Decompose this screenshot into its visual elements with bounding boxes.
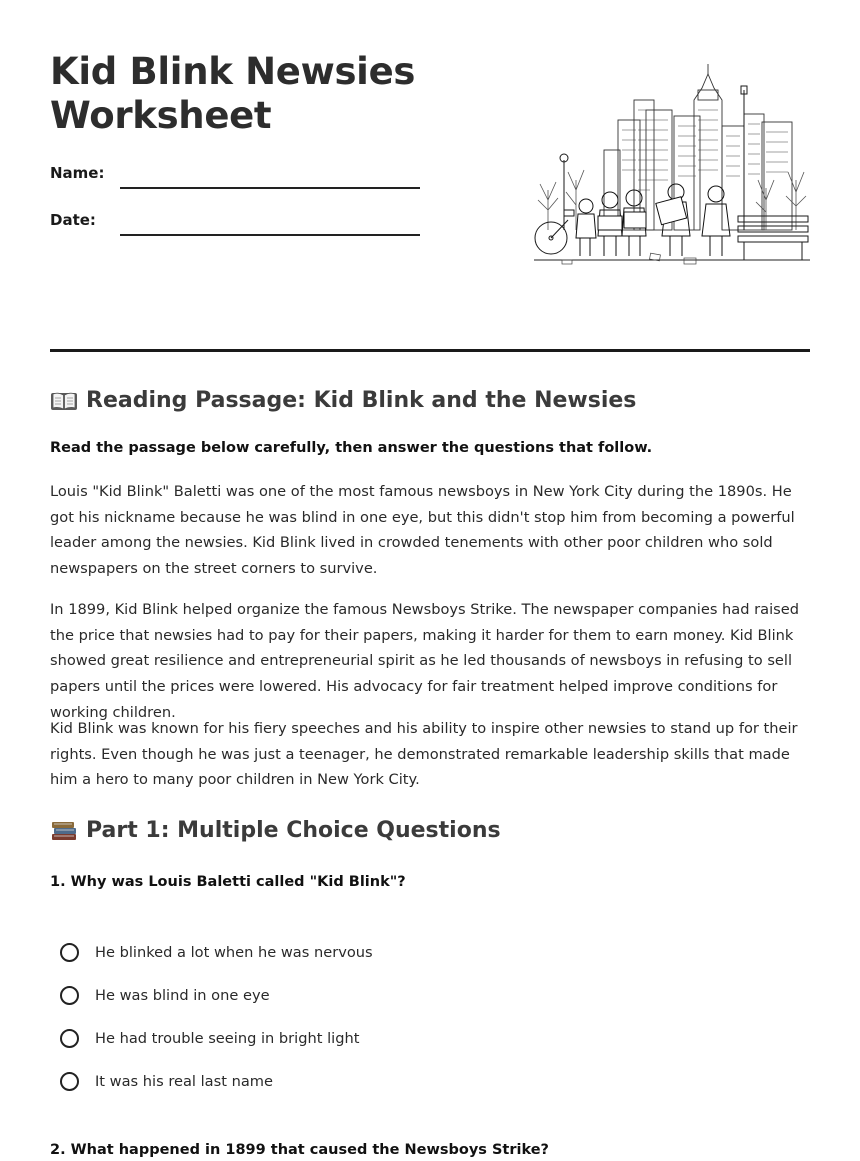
radio-button[interactable]	[60, 943, 79, 962]
title-line-2: Worksheet	[50, 94, 272, 137]
page-title	[50, 50, 415, 138]
open-book-icon	[50, 389, 78, 413]
q1-option-b[interactable]	[60, 982, 270, 1008]
title-line-1: Kid Blink Newsies	[50, 50, 416, 93]
question-1: 1. Why was Louis Baletti called "Kid Blink"?	[50, 874, 406, 890]
part1-heading	[50, 818, 501, 843]
radio-button[interactable]	[60, 1072, 79, 1091]
stack-of-books-icon	[50, 819, 78, 843]
q1-option-a[interactable]	[60, 939, 373, 965]
reading-passage-heading	[50, 388, 636, 413]
reading-instructions: Read the passage below carefully, then answer the questions that follow.	[50, 440, 653, 456]
bicycle	[535, 210, 574, 254]
skyline	[604, 64, 792, 230]
question-2: 2. What happened in 1899 that caused the Newsboys Strike?	[50, 1142, 549, 1158]
passage-paragraph-3: Kid Blink was known for his fiery speeches and his ability to inspire other newsies to stand up for their rights. Even though he was just a teenager, he demonstrated remarkable leadership skills that made him a hero to many poor children in New York City.	[50, 720, 798, 789]
date-label: Date:	[50, 211, 96, 229]
radio-button[interactable]	[60, 1029, 79, 1048]
street-lamps	[560, 86, 747, 230]
park-bench	[738, 216, 808, 260]
name-field[interactable]	[50, 160, 420, 190]
name-line[interactable]	[120, 187, 420, 189]
name-label: Name:	[50, 164, 105, 182]
passage-paragraph-2: In 1899, Kid Blink helped organize the famous Newsboys Strike. The newspaper companies had raised the price that newsies had to pay for their papers, making it harder for them to earn money. Kid Blink showed great resilience and entrepreneurial spirit as he led thousands of newsboys in refusing to sell papers until the prices were lowered. His advocacy for fair treatment helped improve conditions for working children.	[50, 601, 799, 721]
option-label: It was his real last name	[95, 1072, 273, 1090]
date-line[interactable]	[120, 234, 420, 236]
worksheet-header	[50, 0, 810, 352]
passage-paragraph-1: Louis "Kid Blink" Baletti was one of the most famous newsboys in New York City during the 1890s. He got his nickname because he was blind in one eye, but this didn't stop him from becoming a powerful leader among the newsies. Kid Blink lived in crowded tenements with other poor children who sold newspapers on the street corners to survive.	[50, 483, 795, 578]
q1-option-d[interactable]	[60, 1068, 273, 1094]
newsboys-city-illustration	[534, 60, 810, 272]
q1-option-c[interactable]	[60, 1025, 359, 1051]
header-divider	[50, 349, 810, 352]
radio-button[interactable]	[60, 986, 79, 1005]
reading-passage-title: Reading Passage: Kid Blink and the Newsies	[86, 388, 637, 413]
option-label: He was blind in one eye	[95, 986, 270, 1004]
option-label: He had trouble seeing in bright light	[95, 1029, 360, 1047]
newsboys	[576, 184, 730, 256]
option-label: He blinked a lot when he was nervous	[95, 943, 373, 961]
date-field[interactable]	[50, 207, 420, 237]
part1-title: Part 1: Multiple Choice Questions	[86, 818, 501, 843]
worksheet-page	[50, 0, 810, 1158]
